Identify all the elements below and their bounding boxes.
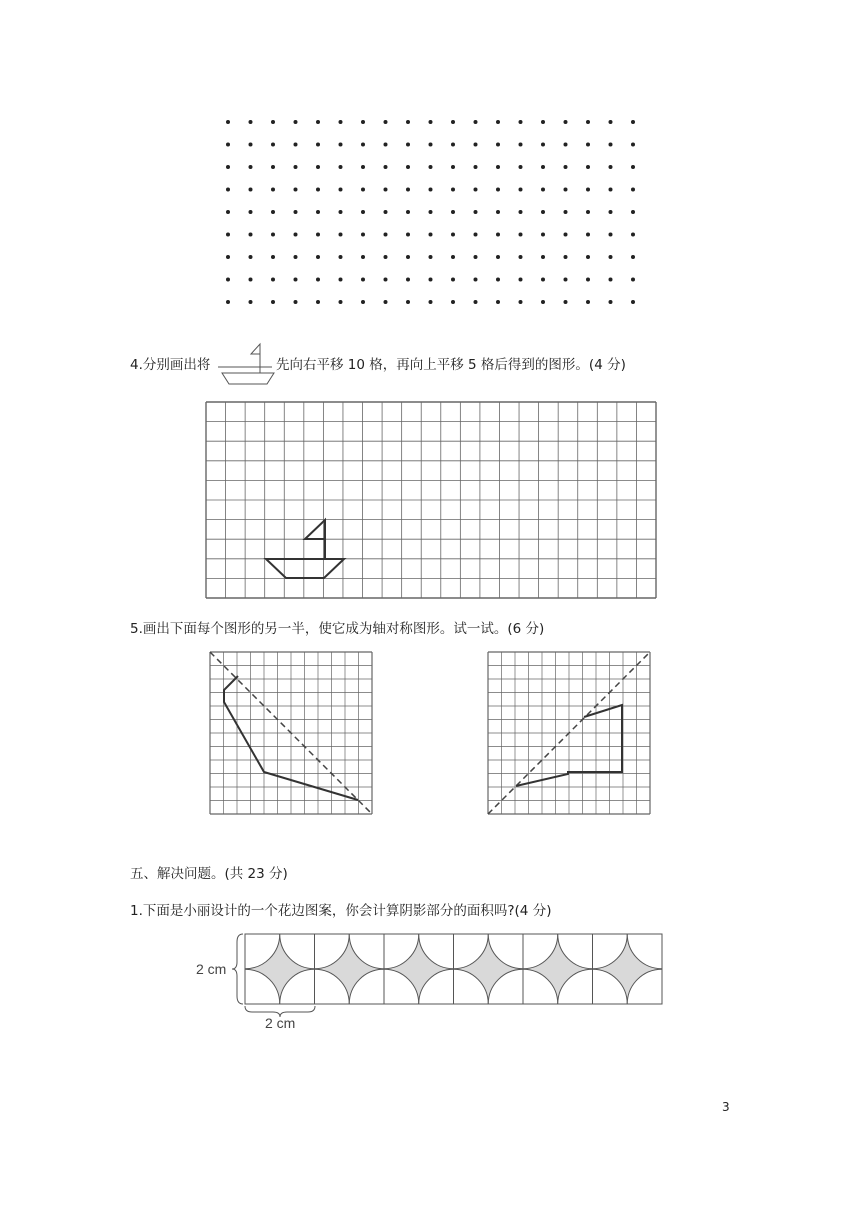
grid-dot (294, 188, 298, 192)
grid-dot (406, 143, 410, 147)
grid-dot (631, 210, 635, 214)
grid-dot (226, 143, 230, 147)
grid-dot (474, 143, 478, 147)
grid-dot (384, 188, 388, 192)
grid-dot (609, 278, 613, 282)
grid-dot (271, 165, 275, 169)
grid-dot (294, 300, 298, 304)
grid-dot (609, 165, 613, 169)
grid-dot (564, 188, 568, 192)
grid-dot (271, 300, 275, 304)
width-brace (245, 1006, 315, 1017)
grid-dot (631, 233, 635, 237)
grid-dot (519, 120, 523, 124)
grid-dot (474, 233, 478, 237)
grid-dot (249, 278, 253, 282)
grid-dot (631, 300, 635, 304)
grid-dot (249, 165, 253, 169)
grid-dot (316, 188, 320, 192)
grid-dot (541, 120, 545, 124)
question-4 (130, 356, 210, 374)
boat-figure (266, 520, 344, 578)
grid-dot (406, 233, 410, 237)
grid-dot (339, 143, 343, 147)
grid-dot (361, 120, 365, 124)
grid-dot (384, 120, 388, 124)
grid-dot (406, 120, 410, 124)
height-label: 2 cm (196, 961, 227, 977)
section-heading: 五、解决问题。(共 23 分) (130, 866, 288, 882)
grid-dot (519, 210, 523, 214)
grid-dot (541, 300, 545, 304)
grid-dot (384, 210, 388, 214)
grid-dot (271, 210, 275, 214)
grid-dot (429, 165, 433, 169)
grid-dot (271, 278, 275, 282)
grid-dot (609, 120, 613, 124)
page-number: 3 (722, 1100, 730, 1114)
grid-dot (294, 143, 298, 147)
grid-dot (519, 188, 523, 192)
grid-dot (519, 165, 523, 169)
grid-dot (384, 255, 388, 259)
grid-dot (631, 188, 635, 192)
grid-dot (271, 120, 275, 124)
grid-dot (316, 233, 320, 237)
grid-dot (541, 143, 545, 147)
grid-dot (294, 278, 298, 282)
grid-dot (249, 143, 253, 147)
question-4-instruction: 先向右平移 10 格，再向上平移 5 格后得到的图形。(4 分) (276, 357, 626, 373)
grid-dot (226, 188, 230, 192)
grid-dot (519, 255, 523, 259)
grid-dot (384, 233, 388, 237)
grid-dot (226, 165, 230, 169)
grid-dot (474, 120, 478, 124)
grid-dot (406, 300, 410, 304)
grid-dot (249, 188, 253, 192)
grid-dot (361, 188, 365, 192)
lace-pattern-figure (228, 926, 668, 1026)
grid-dot (339, 233, 343, 237)
grid-dot (361, 233, 365, 237)
grid-dot (631, 255, 635, 259)
grid-dot (384, 278, 388, 282)
grid-dot (541, 165, 545, 169)
grid-dot (564, 300, 568, 304)
grid-dot (294, 120, 298, 124)
grid-dot (496, 255, 500, 259)
grid-dot (541, 210, 545, 214)
grid-dot (361, 255, 365, 259)
grid-dot (496, 210, 500, 214)
width-label: 2 cm (265, 1015, 296, 1031)
boat-hull (266, 559, 344, 578)
grid-dot (586, 120, 590, 124)
grid-dot (519, 143, 523, 147)
grid-dot (519, 233, 523, 237)
boat-sail (305, 520, 325, 539)
grid-dot (316, 120, 320, 124)
grid-dot (429, 300, 433, 304)
grid-dot (586, 165, 590, 169)
grid-dot (451, 120, 455, 124)
grid-dot (496, 233, 500, 237)
grid-dot (384, 165, 388, 169)
grid-dot (451, 143, 455, 147)
grid-dot (294, 255, 298, 259)
grid-dot (339, 278, 343, 282)
grid-dot (361, 143, 365, 147)
grid-dot (271, 255, 275, 259)
grid-dot (564, 278, 568, 282)
grid-dot (339, 210, 343, 214)
grid-dot (316, 300, 320, 304)
grid-dot (429, 278, 433, 282)
grid-dot (586, 188, 590, 192)
grid-dot (316, 278, 320, 282)
grid-dot (406, 165, 410, 169)
grid-dot (496, 188, 500, 192)
grid-dot (429, 210, 433, 214)
grid-dot (249, 300, 253, 304)
grid-dot (541, 255, 545, 259)
grid-dot (406, 188, 410, 192)
grid-dot (249, 255, 253, 259)
dot-grid (0, 0, 860, 320)
grid-dot (631, 120, 635, 124)
grid-dot (294, 165, 298, 169)
grid-dot (474, 165, 478, 169)
grid-dot (339, 165, 343, 169)
grid-dot (249, 120, 253, 124)
grid-dot (451, 210, 455, 214)
grid-dot (339, 255, 343, 259)
grid-dot (564, 233, 568, 237)
grid-dot (451, 188, 455, 192)
grid-dot (339, 300, 343, 304)
grid-dot (226, 255, 230, 259)
grid-dot (429, 255, 433, 259)
grid-dot (429, 188, 433, 192)
grid-dot (474, 255, 478, 259)
grid-dot (519, 300, 523, 304)
grid-dot (609, 255, 613, 259)
grid-dot (429, 143, 433, 147)
grid-dot (586, 143, 590, 147)
grid-dot (429, 233, 433, 237)
grid-dot (451, 300, 455, 304)
grid-dot (474, 300, 478, 304)
grid-dot (451, 278, 455, 282)
grid-dot (609, 188, 613, 192)
grid-dot (226, 278, 230, 282)
grid-dot (609, 210, 613, 214)
grid-dot (564, 165, 568, 169)
symmetry-grid-right (486, 650, 652, 816)
grid-dot (564, 210, 568, 214)
grid-dot (631, 278, 635, 282)
grid-dot (361, 300, 365, 304)
grid-dot (361, 165, 365, 169)
grid-dot (586, 300, 590, 304)
grid-dot (451, 255, 455, 259)
grid-dot (294, 210, 298, 214)
grid-dot (564, 143, 568, 147)
grid-dot (609, 233, 613, 237)
height-brace (232, 934, 243, 1004)
grid-dot (271, 188, 275, 192)
grid-dot (226, 300, 230, 304)
grid-dot (429, 120, 433, 124)
grid-dot (631, 143, 635, 147)
grid-dot (586, 233, 590, 237)
problem-1: 1.下面是小丽设计的一个花边图案，你会计算阴影部分的面积吗?(4 分) (130, 903, 552, 919)
grid-dot (294, 233, 298, 237)
grid-dot (586, 278, 590, 282)
grid-dot (496, 300, 500, 304)
grid-dot (406, 255, 410, 259)
grid-dot (519, 278, 523, 282)
grid-dot (339, 188, 343, 192)
grid-dot (586, 210, 590, 214)
grid-dot (271, 233, 275, 237)
grid-dot (339, 120, 343, 124)
grid-dot (586, 255, 590, 259)
grid-dot (316, 210, 320, 214)
translation-grid (200, 396, 660, 602)
grid-dot (474, 278, 478, 282)
grid-dot (406, 210, 410, 214)
grid-dot (384, 143, 388, 147)
grid-dot (496, 120, 500, 124)
question-4-text-before: 4.分别画出将 (130, 357, 211, 373)
grid-dot (564, 255, 568, 259)
grid-dot (316, 143, 320, 147)
grid-dot (451, 165, 455, 169)
grid-dot (406, 278, 410, 282)
grid-dot (384, 300, 388, 304)
inline-boat-figure (214, 340, 284, 386)
question-5: 5.画出下面每个图形的另一半，使它成为轴对称图形。试一试。(6 分) (130, 621, 545, 637)
grid-dot (541, 233, 545, 237)
grid-dot (249, 233, 253, 237)
grid-dot (361, 210, 365, 214)
grid-dot (496, 143, 500, 147)
grid-dot (496, 278, 500, 282)
grid-dot (316, 255, 320, 259)
grid-dot (226, 233, 230, 237)
grid-dot (496, 165, 500, 169)
symmetry-grid-left (208, 650, 374, 816)
grid-dot (474, 210, 478, 214)
grid-dot (249, 210, 253, 214)
grid-dot (451, 233, 455, 237)
grid-dot (361, 278, 365, 282)
grid-dot (271, 143, 275, 147)
grid-dot (316, 165, 320, 169)
grid-dot (474, 188, 478, 192)
grid-dot (609, 143, 613, 147)
grid-dot (609, 300, 613, 304)
grid-dot (541, 278, 545, 282)
grid-dot (631, 165, 635, 169)
grid-dot (564, 120, 568, 124)
grid-dot (541, 188, 545, 192)
grid-dot (226, 210, 230, 214)
grid-dot (226, 120, 230, 124)
